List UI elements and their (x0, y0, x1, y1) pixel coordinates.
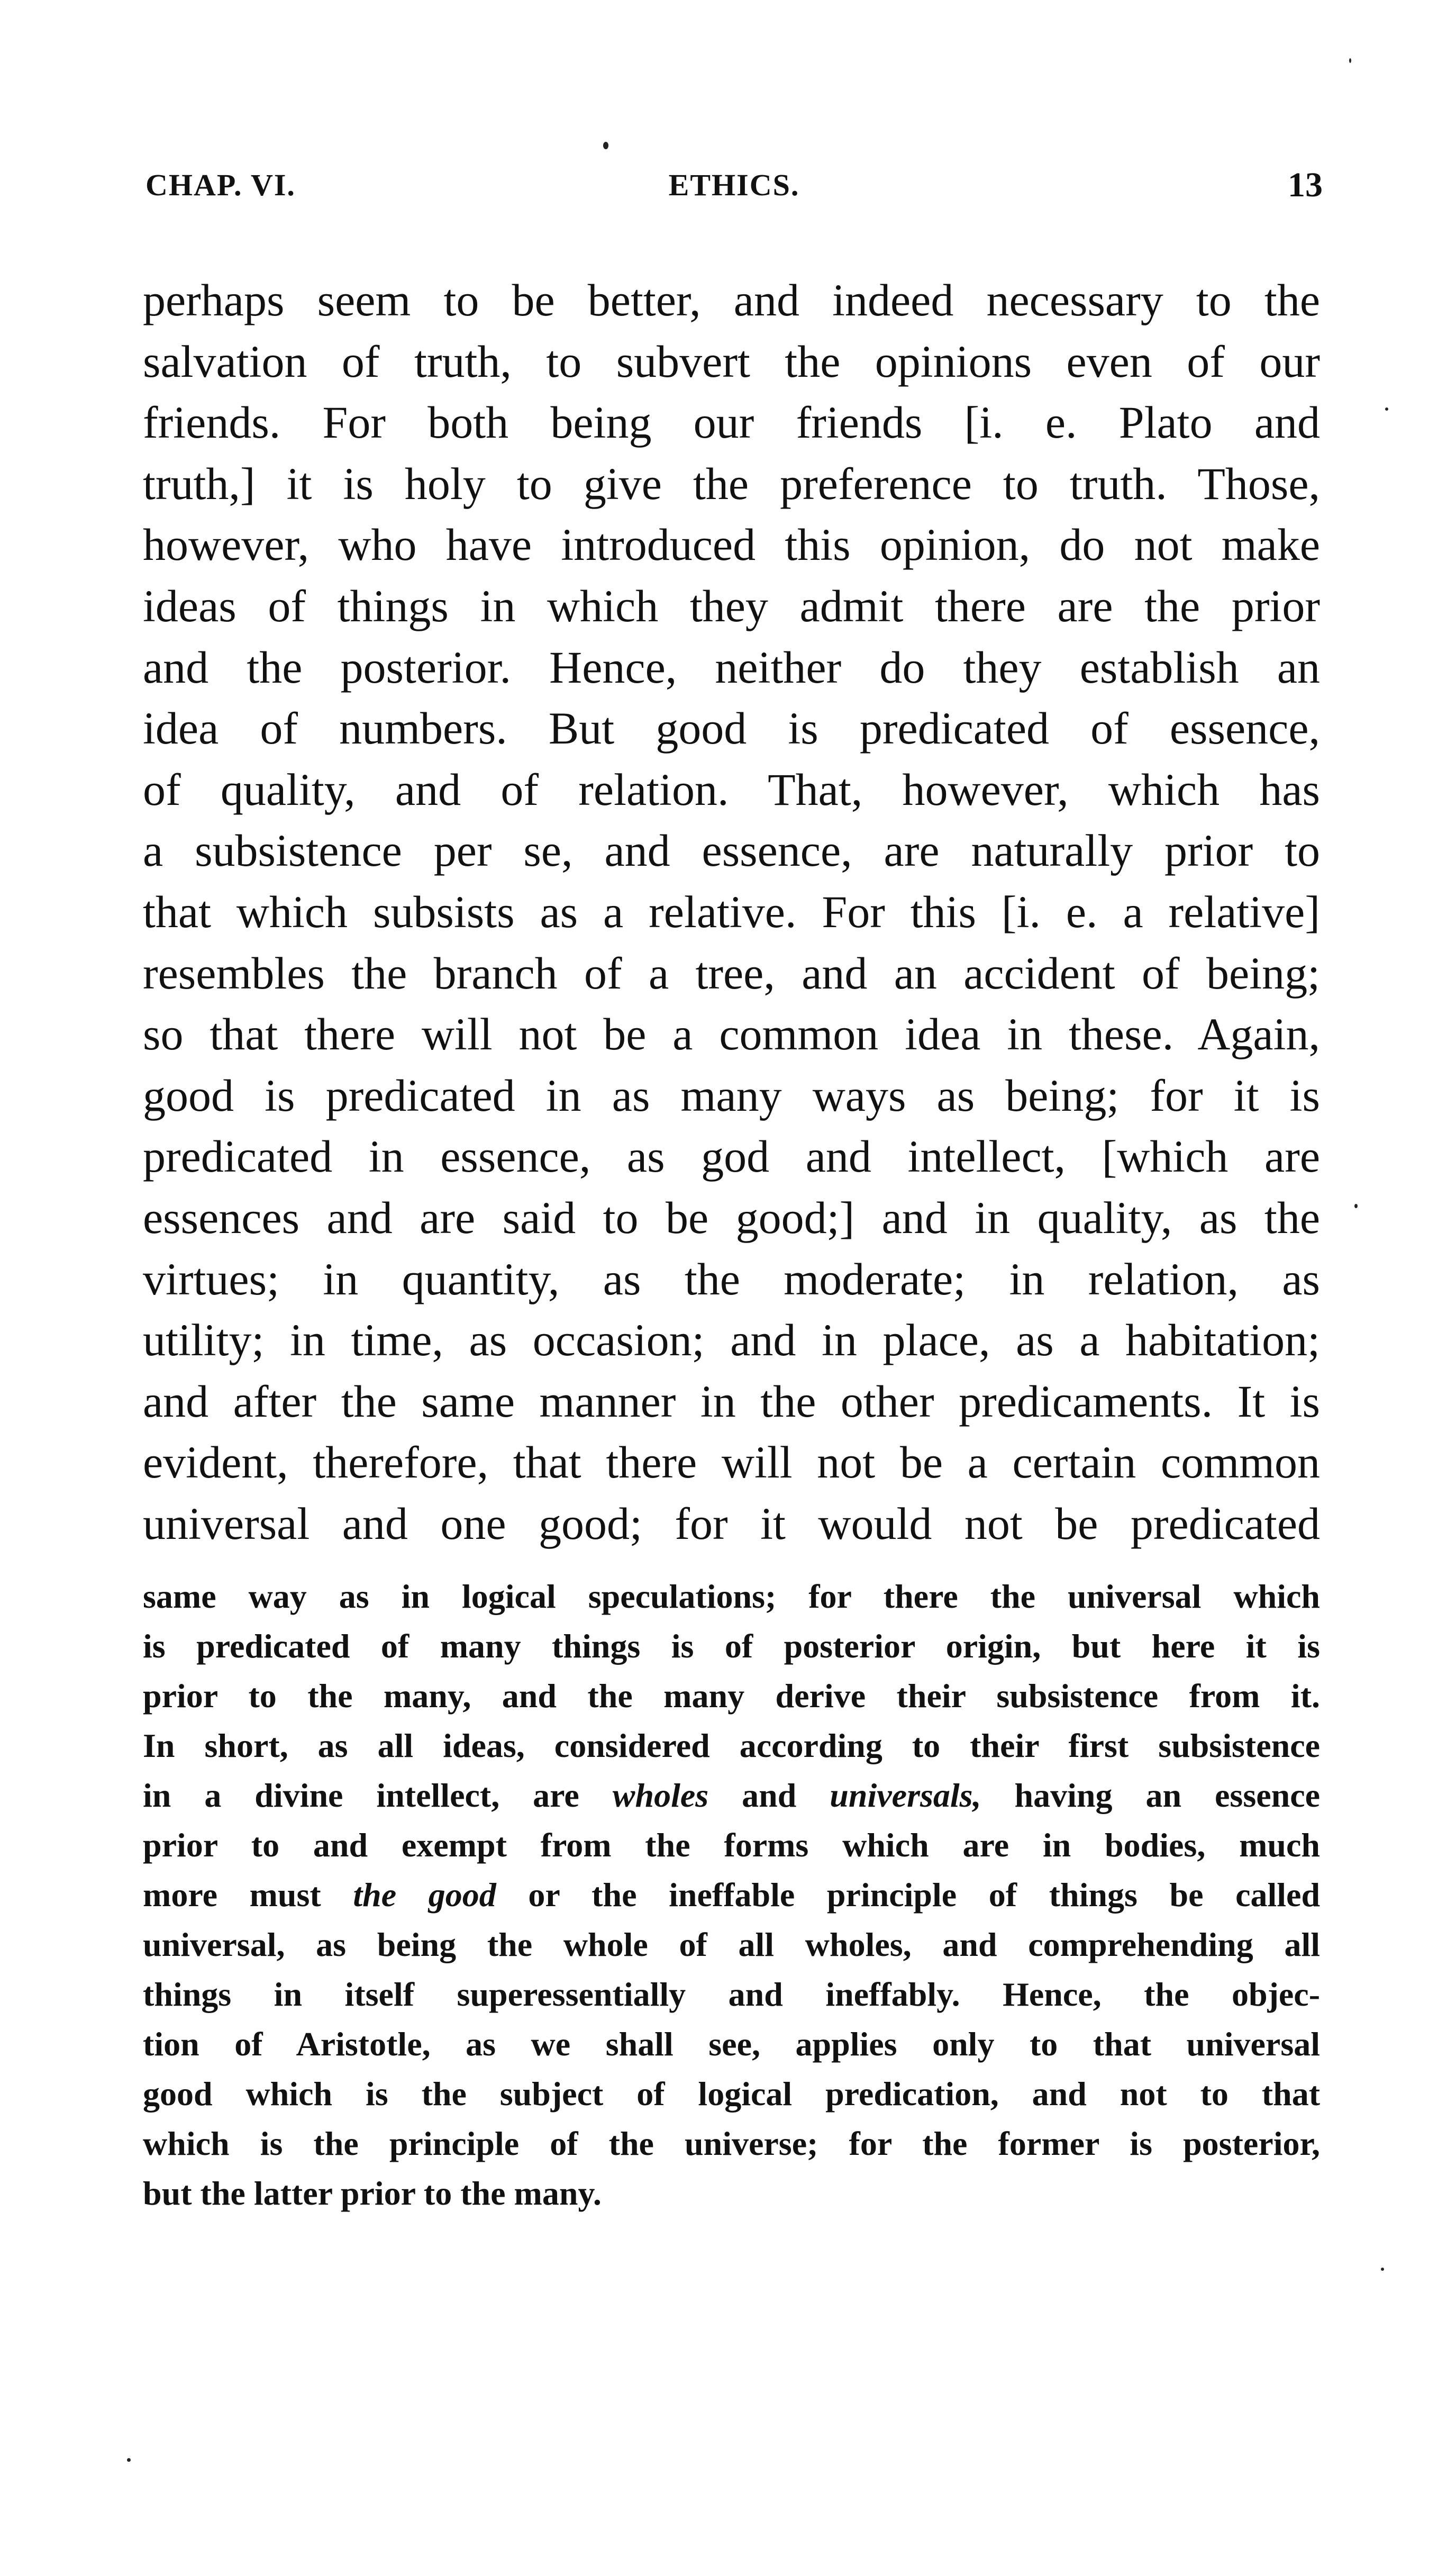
footnote-line: In short, as all ideas, considered according to their first subsistence (143, 1727, 1320, 1764)
body-line: universal and one good; for it would not be predicated (143, 1498, 1320, 1549)
footnote-line: tion of Aristotle, as we shall see, applies only to that universal (143, 2025, 1320, 2063)
footnote-line: things in itself superessentially and ineffably. Hence, the objec- (143, 1975, 1320, 2013)
body-line: salvation of truth, to subvert the opinions even of our (143, 336, 1320, 387)
body-line: however, who have introduced this opinion, do not make (143, 519, 1320, 570)
page-number: 13 (1288, 166, 1323, 204)
footnote-text: and (742, 1776, 797, 1814)
body-line: evident, therefore, that there will not be a certain common (143, 1437, 1320, 1488)
body-line: friends. For both being our friends [i. e. Plato and (143, 397, 1320, 448)
footnote-line: which is the principle of the universe; for the former is posterior, (143, 2125, 1320, 2162)
body-line: utility; in time, as occasion; and in place, as a habitation; (143, 1315, 1320, 1366)
running-head (145, 161, 1323, 209)
footnote-line: same way as in logical speculations; for there the universal which (143, 1578, 1320, 1615)
body-line: a subsistence per se, and essence, are naturally prior to (143, 825, 1320, 876)
footnote-text: having an essence (1014, 1776, 1321, 1814)
footnote-line (143, 1771, 1320, 1820)
print-speck (1354, 1204, 1358, 1208)
footnote-italic: wholes (612, 1776, 709, 1814)
body-line: so that there will not be a common idea in these. Again, (143, 1009, 1320, 1060)
body-line: predicated in essence, as god and intellect, [which are (143, 1131, 1320, 1182)
chapter-heading: CHAP. VI. (145, 168, 296, 202)
footnote-line (143, 1870, 1320, 1920)
footnote-text: or the ineffable principle of things be called (528, 1876, 1321, 1914)
body-line: truth,] it is holy to give the preference to truth. Those, (143, 458, 1320, 509)
footnote-line: but the latter prior to the many. (143, 2174, 602, 2212)
print-speck (1385, 407, 1388, 411)
footnote-line: prior to the many, and the many derive their subsistence from it. (143, 1677, 1320, 1715)
body-line: resembles the branch of a tree, and an accident of being; (143, 947, 1320, 999)
print-speck (127, 2458, 131, 2462)
footnote-italic: universals, (830, 1776, 981, 1814)
body-line: idea of numbers. But good is predicated of essence, (143, 703, 1320, 754)
body-line: ideas of things in which they admit there are the prior (143, 580, 1320, 631)
footnote-line: good which is the subject of logical predication, and not to that (143, 2075, 1320, 2113)
body-line: essences and are said to be good;] and in quality, as the (143, 1192, 1320, 1243)
body-line: perhaps seem to be better, and indeed necessary to the (143, 275, 1320, 325)
print-speck (1349, 58, 1351, 63)
body-line: good is predicated in as many ways as being; for it is (143, 1069, 1320, 1121)
footnote-text: more must (143, 1876, 321, 1914)
body-line: and the posterior. Hence, neither do they establish an (143, 641, 1320, 693)
footnote-line: prior to and exempt from the forms which are in bodies, much (143, 1826, 1320, 1864)
footnote-line: is predicated of many things is of posterior origin, but here it is (143, 1627, 1320, 1665)
body-line: and after the same manner in the other predicaments. It is (143, 1375, 1320, 1427)
body-line: that which subsists as a relative. For this [i. e. a relative] (143, 886, 1320, 937)
body-text (143, 270, 1320, 1554)
footnote-line: universal, as being the whole of all wholes, and comprehending all (143, 1926, 1320, 1963)
footnote-text: in a divine intellect, are (143, 1776, 579, 1814)
body-line: virtues; in quantity, as the moderate; in relation, as (143, 1253, 1320, 1304)
footnote-italic: the good (353, 1876, 496, 1914)
print-speck (1381, 2268, 1384, 2271)
footnote (143, 1572, 1320, 2218)
print-speck (603, 142, 608, 149)
body-line: of quality, and of relation. That, however, which has (143, 764, 1320, 815)
section-title: ETHICS. (668, 168, 800, 202)
